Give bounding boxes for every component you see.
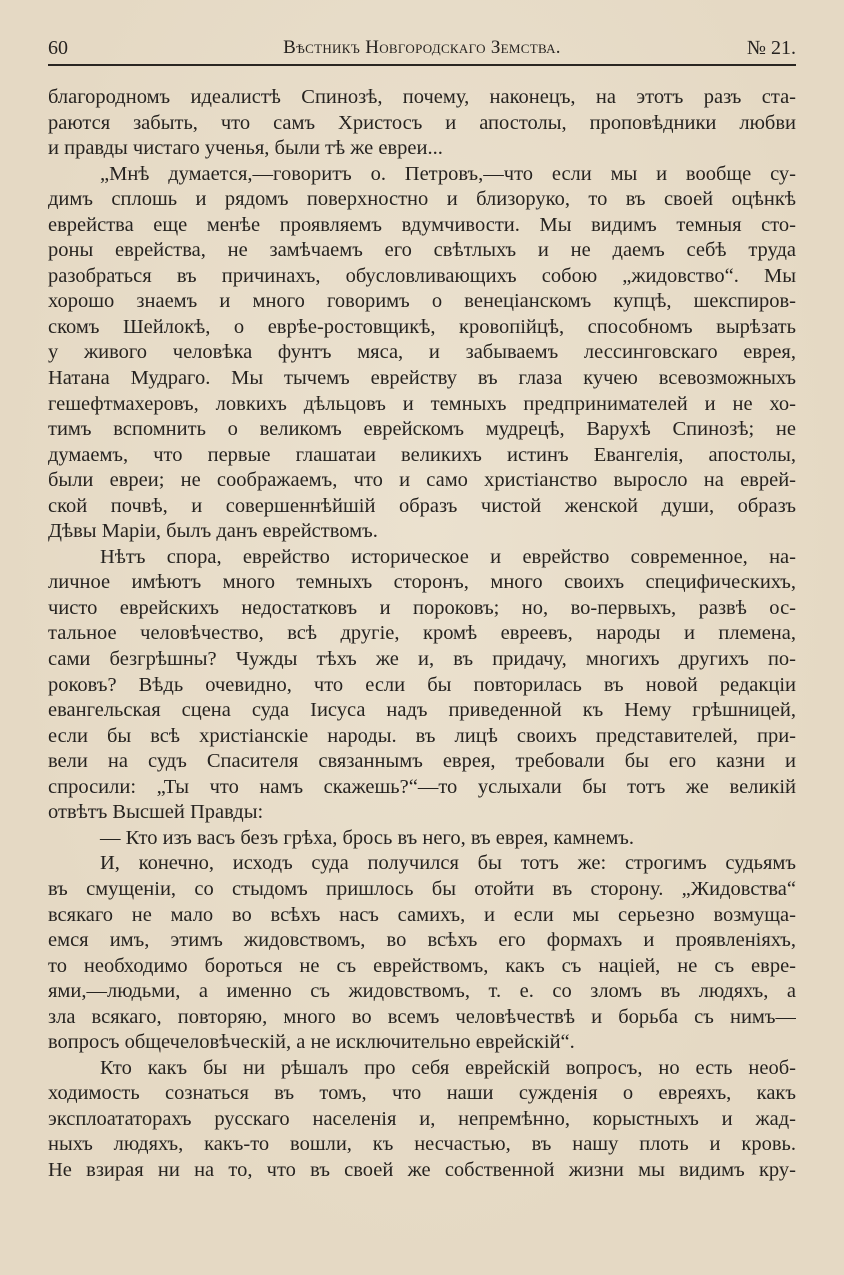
text-line: Нѣтъ спора, еврейство историческое и еврейство современное, на-	[100, 545, 796, 568]
text-line: думаемъ, что первые глашатаи великихъ истинъ Евангелія, апостолы,	[48, 443, 796, 466]
text-line: то необходимо бороться не съ еврействомъ, какъ съ націей, не съ евре-	[48, 954, 796, 977]
text-line: раются забыть, что самъ Христосъ и апостолы, проповѣдники любви	[48, 111, 796, 134]
text-line: скомъ Шейлокѣ, о еврѣе-ростовщикѣ, кровопійцѣ, способномъ вырѣзать	[48, 315, 796, 338]
header-rule	[48, 64, 796, 66]
text-line: были евреи; не соображаемъ, что и само христіанство выросло на еврей-	[48, 469, 796, 492]
text-line: личное имѣютъ много темныхъ сторонъ, много своихъ специфическихъ,	[48, 571, 796, 594]
text-line: сами безгрѣшны? Чужды тѣхъ же и, въ придачу, многихъ другихъ по-	[48, 648, 796, 671]
text-line: чисто еврейскихъ недостатковъ и пороковъ; но, во-первыхъ, развѣ ос-	[48, 596, 796, 619]
text-line: димъ сплошь и рядомъ поверхностно и близоруко, то въ своей оцѣнкѣ	[48, 188, 796, 211]
text-line: и правды чистаго ученья, были тѣ же евреи...	[48, 137, 443, 160]
text-line: роковъ? Вѣдь очевидно, что если бы повторилась въ новой редакціи	[48, 673, 796, 696]
text-line: Натана Мудраго. Мы тычемъ еврейству въ глаза кучею всевозможныхъ	[48, 367, 796, 390]
text-line: всякаго не мало во всѣхъ насъ самихъ, и если мы серьезно возмуща-	[48, 903, 796, 926]
page-number: 60	[48, 37, 68, 59]
text-line: ской почвѣ, и совершеннѣйшій образъ чистой женской души, образъ	[48, 494, 796, 517]
text-line: эксплоататорахъ русскаго населенія и, непремѣнно, корыстныхъ и жад-	[48, 1107, 796, 1130]
issue-number: № 21.	[746, 37, 796, 59]
text-line: И, конечно, исходъ суда получился бы тотъ же: строгимъ судьямъ	[100, 852, 796, 875]
text-line: благородномъ идеалистѣ Спинозѣ, почему, наконецъ, на этотъ разъ ста-	[48, 86, 796, 108]
text-line: ходимость сознаться въ томъ, что наши сужденія о евреяхъ, какъ	[48, 1082, 796, 1105]
running-header	[48, 36, 796, 60]
text-line: зла всякаго, повторяю, много во всемъ человѣчествѣ и борьба съ нимъ—	[48, 1005, 796, 1028]
text-line: гешефтмахеровъ, ловкихъ дѣльцовъ и темныхъ предпринимателей и не хо-	[48, 392, 796, 415]
text-line: у живого человѣка фунтъ мяса, и забываемъ лессинговскаго еврея,	[48, 341, 796, 364]
text-line: хорошо знаемъ и много говоримъ о венеціанскомъ купцѣ, шекспиров-	[48, 290, 796, 313]
text-line: ями,—людьми, а именно съ жидовствомъ, т. е. со зломъ въ людяхъ, а	[48, 980, 796, 1003]
text-line: еврейства еще менѣе проявляемъ вдумчивости. Мы видимъ темныя сто-	[48, 213, 796, 236]
text-line: разобраться въ причинахъ, обусловливающихъ собою „жидовство“. Мы	[48, 264, 796, 287]
text-line: Дѣвы Маріи, былъ данъ еврействомъ.	[48, 520, 378, 543]
text-line: „Мнѣ думается,—говоритъ о. Петровъ,—что если мы и вообще су-	[100, 162, 796, 185]
text-line: спросили: „Ты что намъ скажешь?“—то услыхали бы тотъ же великій	[48, 775, 796, 798]
text-line: — Кто изъ васъ безъ грѣха, брось въ него, въ еврея, камнемъ.	[100, 826, 635, 849]
text-line: въ смущеніи, со стыдомъ пришлось бы отойти въ сторону. „Жидовства“	[48, 877, 796, 900]
article-body	[48, 85, 796, 1184]
text-line: Кто какъ бы ни рѣшалъ про себя еврейскій вопросъ, но есть необ-	[100, 1056, 796, 1079]
text-line: емся имъ, этимъ жидовствомъ, во всѣхъ его формахъ и проявленіяхъ,	[48, 929, 796, 952]
text-line: евангельская сцена суда Іисуса надъ приведенной къ Нему грѣшницей,	[48, 699, 796, 722]
text-line: Не взирая ни на то, что въ своей же собственной жизни мы видимъ кру-	[48, 1158, 796, 1181]
text-line: вопросъ общечеловѣческій, а не исключительно еврейскій“.	[48, 1031, 575, 1054]
text-line: вели на судъ Спасителя связаннымъ еврея, требовали бы его казни и	[48, 750, 796, 773]
text-line: тимъ вспомнить о великомъ еврейскомъ мудрецѣ, Варухѣ Спинозѣ; не	[48, 418, 796, 441]
text-line: ныхъ людяхъ, какъ-то вошли, къ несчастью, въ нашу плоть и кровь.	[48, 1133, 796, 1156]
text-line: роны еврейства, не замѣчаемъ его свѣтлыхъ и не даемъ себѣ труда	[48, 239, 796, 262]
text-line: если бы всѣ христіанскіе народы. въ лицѣ своихъ представителей, при-	[48, 724, 796, 747]
journal-title: Вѣстникъ Новгородскаго Земства.	[283, 37, 561, 58]
text-line: отвѣтъ Высшей Правды:	[48, 801, 264, 824]
text-line: тальное человѣчество, всѣ другіе, кромѣ евреевъ, народы и племена,	[48, 622, 796, 645]
